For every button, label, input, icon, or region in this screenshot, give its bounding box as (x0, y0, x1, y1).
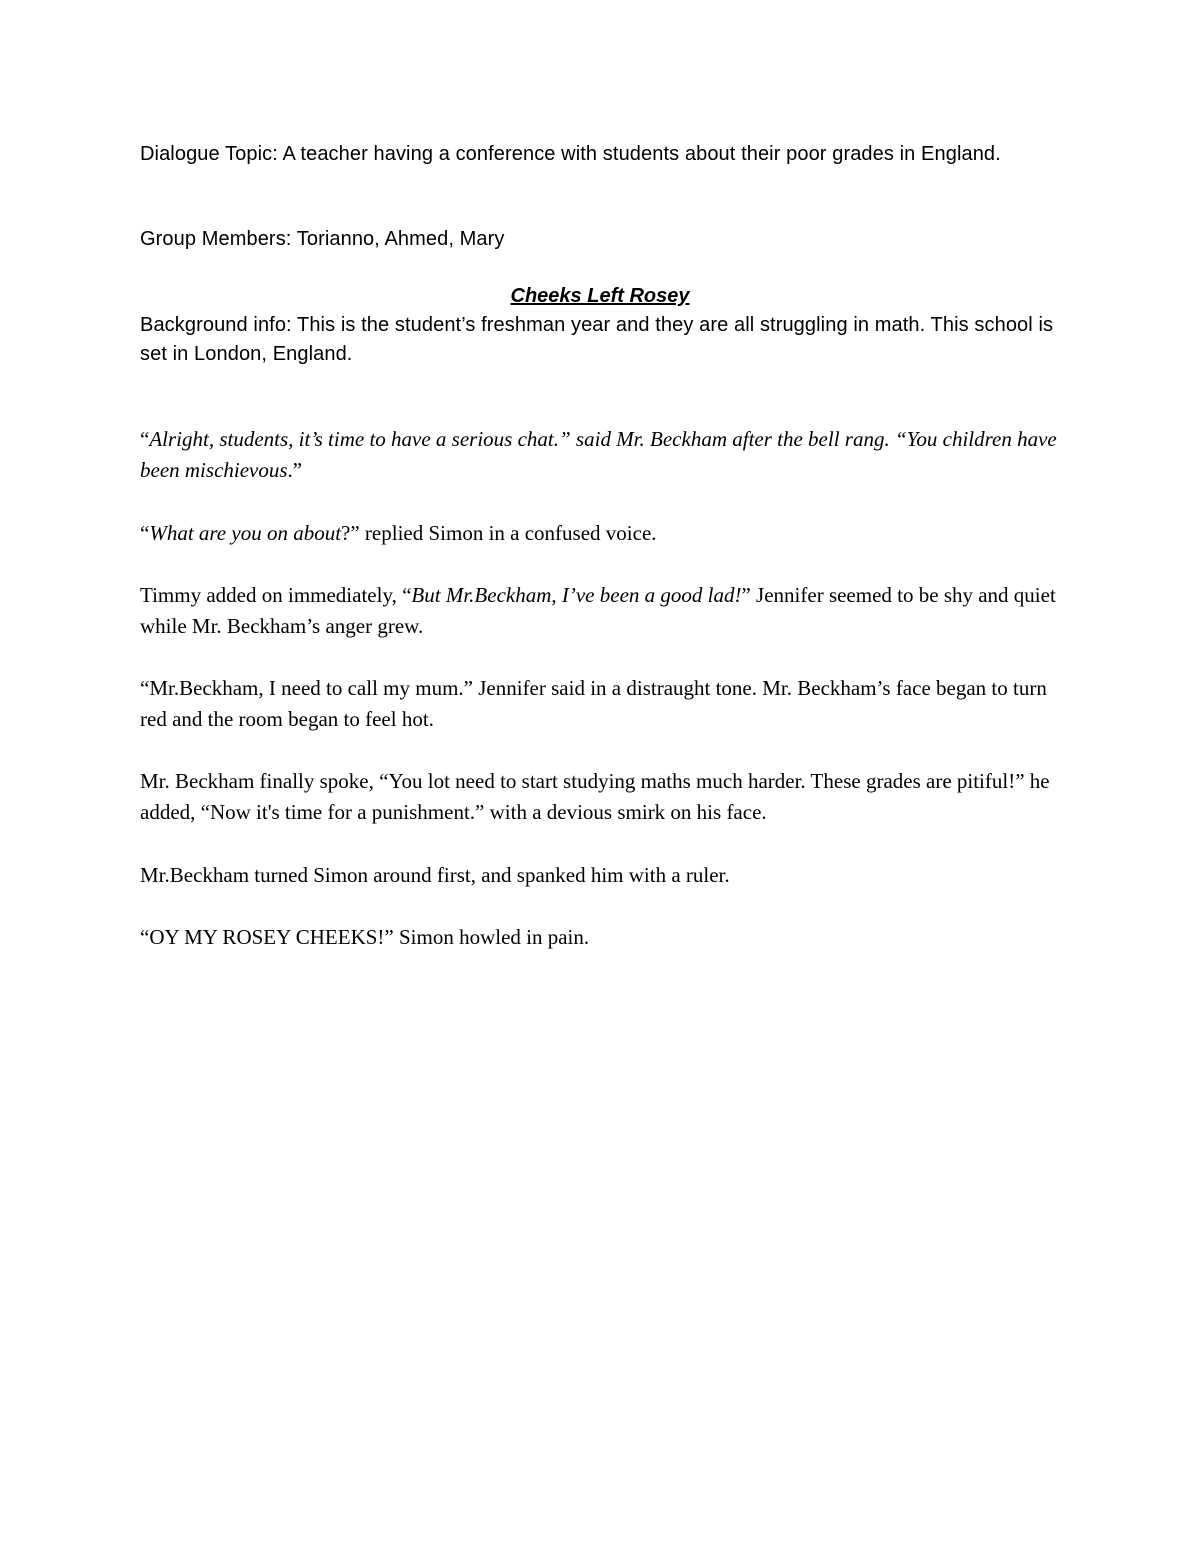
p3-lead: Timmy added on immediately, “ (140, 583, 412, 607)
story-paragraph-2 (140, 518, 1060, 549)
story-title: Cheeks Left Rosey (510, 285, 690, 307)
p2-italic-dialogue: What are you on about (149, 521, 342, 545)
group-members-text: Torianno, Ahmed, Mary (291, 228, 505, 250)
story-paragraph-6: Mr.Beckham turned Simon around first, and spanked him with a ruler. (140, 863, 730, 887)
story-paragraph-7: “OY MY ROSEY CHEEKS!” Simon howled in pain. (140, 925, 590, 949)
p1-italic-dialogue: Alright, students, it’s time to have a serious chat.” said Mr. Beckham after the bell rang. “You children have been mischievous (140, 427, 1057, 482)
background-info (140, 311, 1060, 369)
p1-close-quote: .” (287, 458, 303, 482)
story-paragraph-1 (140, 424, 1060, 486)
p2-rest: ?” replied Simon in a confused voice. (341, 521, 657, 545)
story-paragraph-4: “Mr.Beckham, I need to call my mum.” Jennifer said in a distraught tone. Mr. Beckham’s face began to turn red and the room began to feel hot. (140, 676, 1047, 731)
dialogue-topic-text: A teacher having a conference with students about their poor grades in England. (277, 143, 1001, 165)
group-members (140, 225, 1060, 254)
background-info-label: Background info: (140, 314, 292, 336)
group-members-label: Group Members: (140, 228, 292, 250)
story-paragraph-5: Mr. Beckham finally spoke, “You lot need to start studying maths much harder. These grades are pitiful!” he added, “Now it's time for a punishment.” with a devious smirk on his face. (140, 769, 1050, 824)
p1-open-quote: “ (140, 427, 150, 451)
dialogue-topic (140, 140, 1060, 169)
story-paragraph-3 (140, 580, 1060, 642)
dialogue-topic-label: Dialogue Topic: (140, 143, 278, 165)
p3-rest: ” Jennifer seemed to be shy and quiet while Mr. Beckham’s anger grew. (140, 583, 1056, 638)
p2-open-quote: “ (140, 521, 150, 545)
p3-italic-dialogue: But Mr.Beckham, I’ve been a good lad! (411, 583, 742, 607)
background-info-text: This is the student’s freshman year and they are all struggling in math. This school is set in London, England. (140, 314, 1054, 365)
